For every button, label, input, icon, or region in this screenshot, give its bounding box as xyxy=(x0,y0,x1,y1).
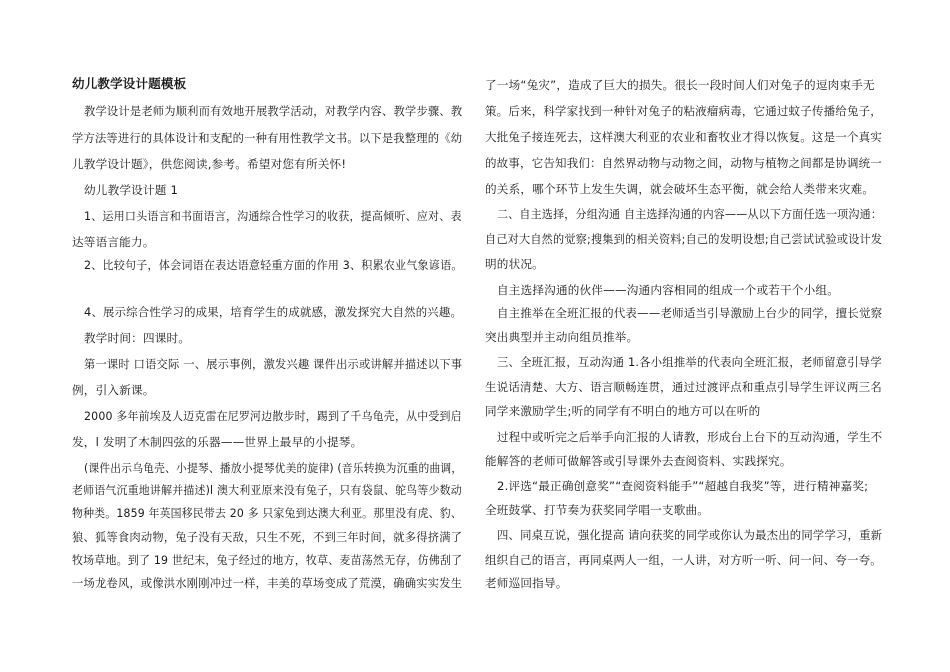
paragraph-line: 物种类。1859 年英国移民带去 20 多 只家兔到达澳大利亚。那里没有虎、豹、 xyxy=(72,506,462,520)
paragraph-line: 组织自己的语言，再同桌两人一组，一人讲，对方听一听、问一问、夸一夸。 xyxy=(485,553,882,567)
paragraph-line: 1、运用口头语言和书面语言，沟通综合性学习的收获，提高倾听、应对、表 xyxy=(84,209,462,223)
paragraph-line: 教学设计是老师为顺利而有效地开展教学活动，对教学内容、教学步骤、教 xyxy=(84,104,463,118)
paragraph-line: 生说话清楚、大方、语言顺畅连贯，通过过渡评点和重点引导学生评议两三名 xyxy=(485,380,882,394)
paragraph-line: 儿教学设计题》，供您阅读,参考。希望对您有所关怀! xyxy=(72,157,347,171)
paragraph-line: 的关系，哪个环节上发生失调，就会破坏生态平衡，就会给人类带来灾难。 xyxy=(485,182,875,196)
paragraph-line: 过程中或听完之后举手向汇报的人请教，形成台上台下的互动沟通，学生不 xyxy=(497,430,883,444)
document-title: 幼儿教学设计题模板 xyxy=(72,76,187,91)
paragraph-line: 四、同桌互说，强化提高 请向获奖的同学或你认为最杰出的同学学习，重新 xyxy=(497,528,883,542)
paragraph-line: 学方法等进行的具体设计和支配的一种有用性教学文书。以下是我整理的《幼 xyxy=(72,131,463,145)
paragraph-line: 2000 多年前埃及人迈克雷在尼罗河边散步时，踢到了千乌龟壳，从中受到启 xyxy=(84,409,462,423)
paragraph-line: 老师巡回指导。 xyxy=(485,576,568,590)
paragraph-line: 发，l 发明了木制四弦的乐器——世界上最早的小提琴。 xyxy=(72,435,363,449)
paragraph-line: 教学时间：四课时。 xyxy=(84,331,191,345)
paragraph-line: 全班鼓掌、打节奏为获奖同学唱一支歌曲。 xyxy=(485,503,710,517)
paragraph-line: 策。后来，科学家找到一种针对兔子的粘液瘤病毒，它通过蚊子传播给兔子， xyxy=(485,104,882,118)
paragraph-line: 自主推举在全班汇报的代表——老师适当引导激励上台少的同学，擅长觉察 xyxy=(497,306,883,320)
paragraph-line: 2、比较句子，体会词语在表达语意轻重方面的作用 3、积累农业气象谚语。 xyxy=(84,258,463,272)
paragraph-line: 自己对大自然的觉察;搜集到的相关资料;自己的发明设想;自己尝试试验或设计发 xyxy=(485,232,883,246)
paragraph-line: 明的状况。 xyxy=(485,257,544,271)
section-heading: 幼儿教学设计题 1 xyxy=(84,183,179,197)
paragraph-line: 同学来激励学生;听的同学有不明白的地方可以在听的 xyxy=(485,404,761,418)
paragraph-line: 达等语言能力。 xyxy=(72,235,155,249)
paragraph-line: 一场龙卷风，或像洪水刚刚冲过一样，丰美的草场变成了荒漠，确确实实发生 xyxy=(72,576,463,590)
paragraph-line: 了一场“兔灾”，造成了巨大的损失。很长一段时间人们对兔子的逗肉束手无 xyxy=(485,78,875,92)
paragraph-line: 第一课时 口语交际 一、展示事例，激发兴趣 课件出示或讲解并描述以下事 xyxy=(84,357,463,371)
paragraph-line: 突出典型并主动向组员推举。 xyxy=(485,330,639,344)
paragraph-line: 二、自主选择，分组沟通 自主选择沟通的内容——从以下方面任选一项沟通： xyxy=(497,207,883,221)
paragraph-line: (课件出示乌龟壳、小提琴、播放小提琴优美的旋律) (音乐转换为沉重的曲调， xyxy=(84,461,463,475)
paragraph-line: 牧场草地。到了 19 世纪末，兔子经过的地方，牧草、麦苗荡然无存，仿佛刮了 xyxy=(72,553,463,567)
paragraph-line: 的故事，它告知我们：自然界动物与动物之间，动物与植物之间都是协调统一 xyxy=(485,156,882,170)
paragraph-line: 狼、狐等食肉动物，兔子没有天敌，只生不死，不到三年时间，就多得挤满了 xyxy=(72,530,463,544)
paragraph-line: 能解答的老师可做解答或引导课外去查阅资料、实践探究。 xyxy=(485,454,792,468)
paragraph-line: 老师语气沉重地讲解并描述)l 澳大利亚原来没有兔子，只有袋鼠、鸵鸟等少数动 xyxy=(72,483,462,497)
paragraph-line: 2.评选“最正确创意奖”“查阅资料能手”“超越自我奖”等，进行精神嘉奖; xyxy=(497,479,869,493)
paragraph-line: 三、全班汇报，互动沟通 1.各小组推举的代表向全班汇报，老师留意引导学 xyxy=(497,355,882,369)
paragraph-line: 自主选择沟通的伙伴——沟通内容相同的组成一个或若干个小组。 xyxy=(497,283,840,297)
paragraph-line: 例，引入新课。 xyxy=(72,383,155,397)
paragraph-line: 大批兔子接连死去，这样澳大利亚的农业和畜牧业才得以恢复。这是一个真实 xyxy=(485,130,882,144)
paragraph-line: 4、展示综合性学习的成果，培育学生的成就感，激发探究大自然的兴趣。 xyxy=(84,305,463,319)
